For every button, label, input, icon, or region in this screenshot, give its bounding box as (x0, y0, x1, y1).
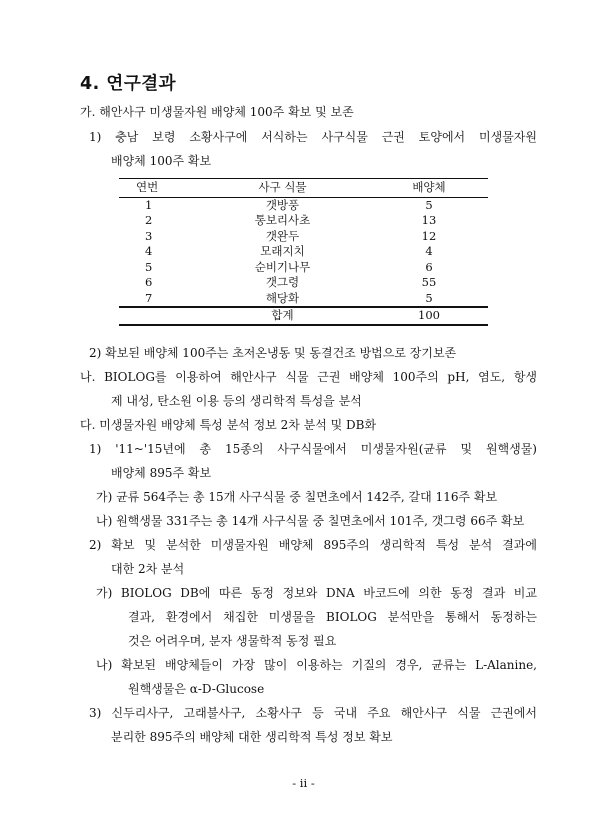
cell-serial: 5 (145, 259, 153, 274)
cell-plant: 갯그령 (265, 275, 300, 289)
cell-cultures: 55 (421, 275, 437, 289)
item-da2-ga-line1: 가) BIOLOG DB에 따른 동정 정보와 DNA 바코드에 의한 동정 결과 비교 (96, 586, 537, 600)
cell-serial: 1 (145, 197, 153, 212)
item-ga1-line2: 배양체 100주 확보 (111, 154, 212, 168)
cell-plant: 모래지치 (260, 244, 305, 258)
cell-plant: 해당화 (265, 290, 300, 305)
table-row (119, 229, 488, 245)
item-da2-ga-line3: 것은 어려우며, 분자 생물학적 동정 필요 (128, 634, 337, 648)
table-row (119, 291, 488, 308)
table-body (119, 197, 488, 307)
table-row (119, 213, 488, 229)
cell-serial: 6 (145, 275, 153, 289)
item-da2-na-line2: 원핵생물은 α-D-Glucose (128, 682, 265, 696)
table-row (119, 275, 488, 291)
section-na-line1: 나. BIOLOG를 이용하여 해안사구 식물 근권 배양체 100주의 pH, 염도, 항생 (80, 370, 537, 384)
item-da1-line1: 1) '11~'15년에 총 15종의 사구식물에서 미생물자원(균류 및 원핵생물) (89, 442, 537, 456)
cell-cultures: 5 (425, 197, 433, 212)
header-plant: 사구 식물 (258, 180, 307, 194)
item-da2-line1: 2) 확보 및 분석한 미생물자원 배양체 895주의 생리학적 특성 분석 결과에 (89, 538, 537, 552)
item-da3-line2: 분리한 895주의 배양체 대한 생리학적 특성 정보 확보 (111, 730, 393, 744)
total-value: 100 (418, 308, 440, 322)
item-da1-na: 나) 원핵생물 331주는 총 14개 사구식물 중 칠면초에서 101주, 갯그령 66주 확보 (96, 514, 525, 528)
cell-serial: 3 (145, 228, 153, 243)
cell-cultures: 6 (425, 259, 433, 274)
table-row (119, 260, 488, 276)
section-na-line2: 제 내성, 탄소원 이용 등의 생리학적 특성을 분석 (111, 394, 362, 408)
page-number: - ii - (292, 776, 315, 790)
cell-serial: 4 (145, 244, 153, 258)
cell-plant: 갯완두 (265, 228, 300, 243)
total-label: 합계 (271, 308, 294, 322)
table-total-row (119, 307, 488, 325)
item-ga1-line1: 1) 충남 보령 소황사구에 서식하는 사구식물 근권 토양에서 미생물자원 (89, 130, 537, 144)
item-da1-ga: 가) 균류 564주는 총 15개 사구식물 중 칠면초에서 142주, 갈대 116주 확보 (96, 490, 498, 504)
table-row (119, 244, 488, 260)
header-serial: 연번 (136, 180, 159, 194)
section-da-title: 다. 미생물자원 배양체 특성 분석 정보 2차 분석 및 DB화 (80, 418, 377, 432)
cell-cultures: 5 (425, 290, 433, 305)
item-da2-na-line1: 나) 확보된 배양체들이 가장 많이 이용하는 기질의 경우, 균류는 L-Alanine, (96, 658, 537, 672)
cell-serial: 2 (145, 213, 153, 227)
header-cultures: 배양체 (412, 180, 446, 194)
cell-serial: 7 (145, 290, 153, 305)
item-da2-ga-line2: 결과, 환경에서 채집한 미생물을 BIOLOG 분석만을 통해서 동정하는 (128, 610, 537, 624)
item-da1-line2: 배양체 895주 확보 (111, 466, 212, 480)
table-row (119, 197, 488, 213)
cell-plant: 갯방풍 (265, 197, 300, 212)
section-heading: 4. 연구결과 (80, 74, 177, 94)
cell-cultures: 13 (421, 213, 437, 227)
cell-cultures: 12 (421, 228, 437, 243)
table-header-row (119, 179, 488, 198)
culture-table (119, 178, 488, 326)
item-da2-line2: 대한 2차 분석 (111, 562, 185, 576)
item-da3-line1: 3) 신두리사구, 고래불사구, 소황사구 등 국내 주요 해안사구 식물 근권에서 (89, 706, 537, 720)
section-ga-title: 가. 해안사구 미생물자원 배양체 100주 확보 및 보존 (80, 105, 354, 119)
total-blank (119, 307, 195, 325)
item-ga2: 2) 확보된 배양체 100주는 초저온냉동 및 동결건조 방법으로 장기보존 (89, 346, 457, 360)
cell-plant: 통보리사초 (254, 213, 311, 227)
cell-cultures: 4 (425, 244, 433, 258)
cell-plant: 순비기나무 (254, 259, 311, 274)
